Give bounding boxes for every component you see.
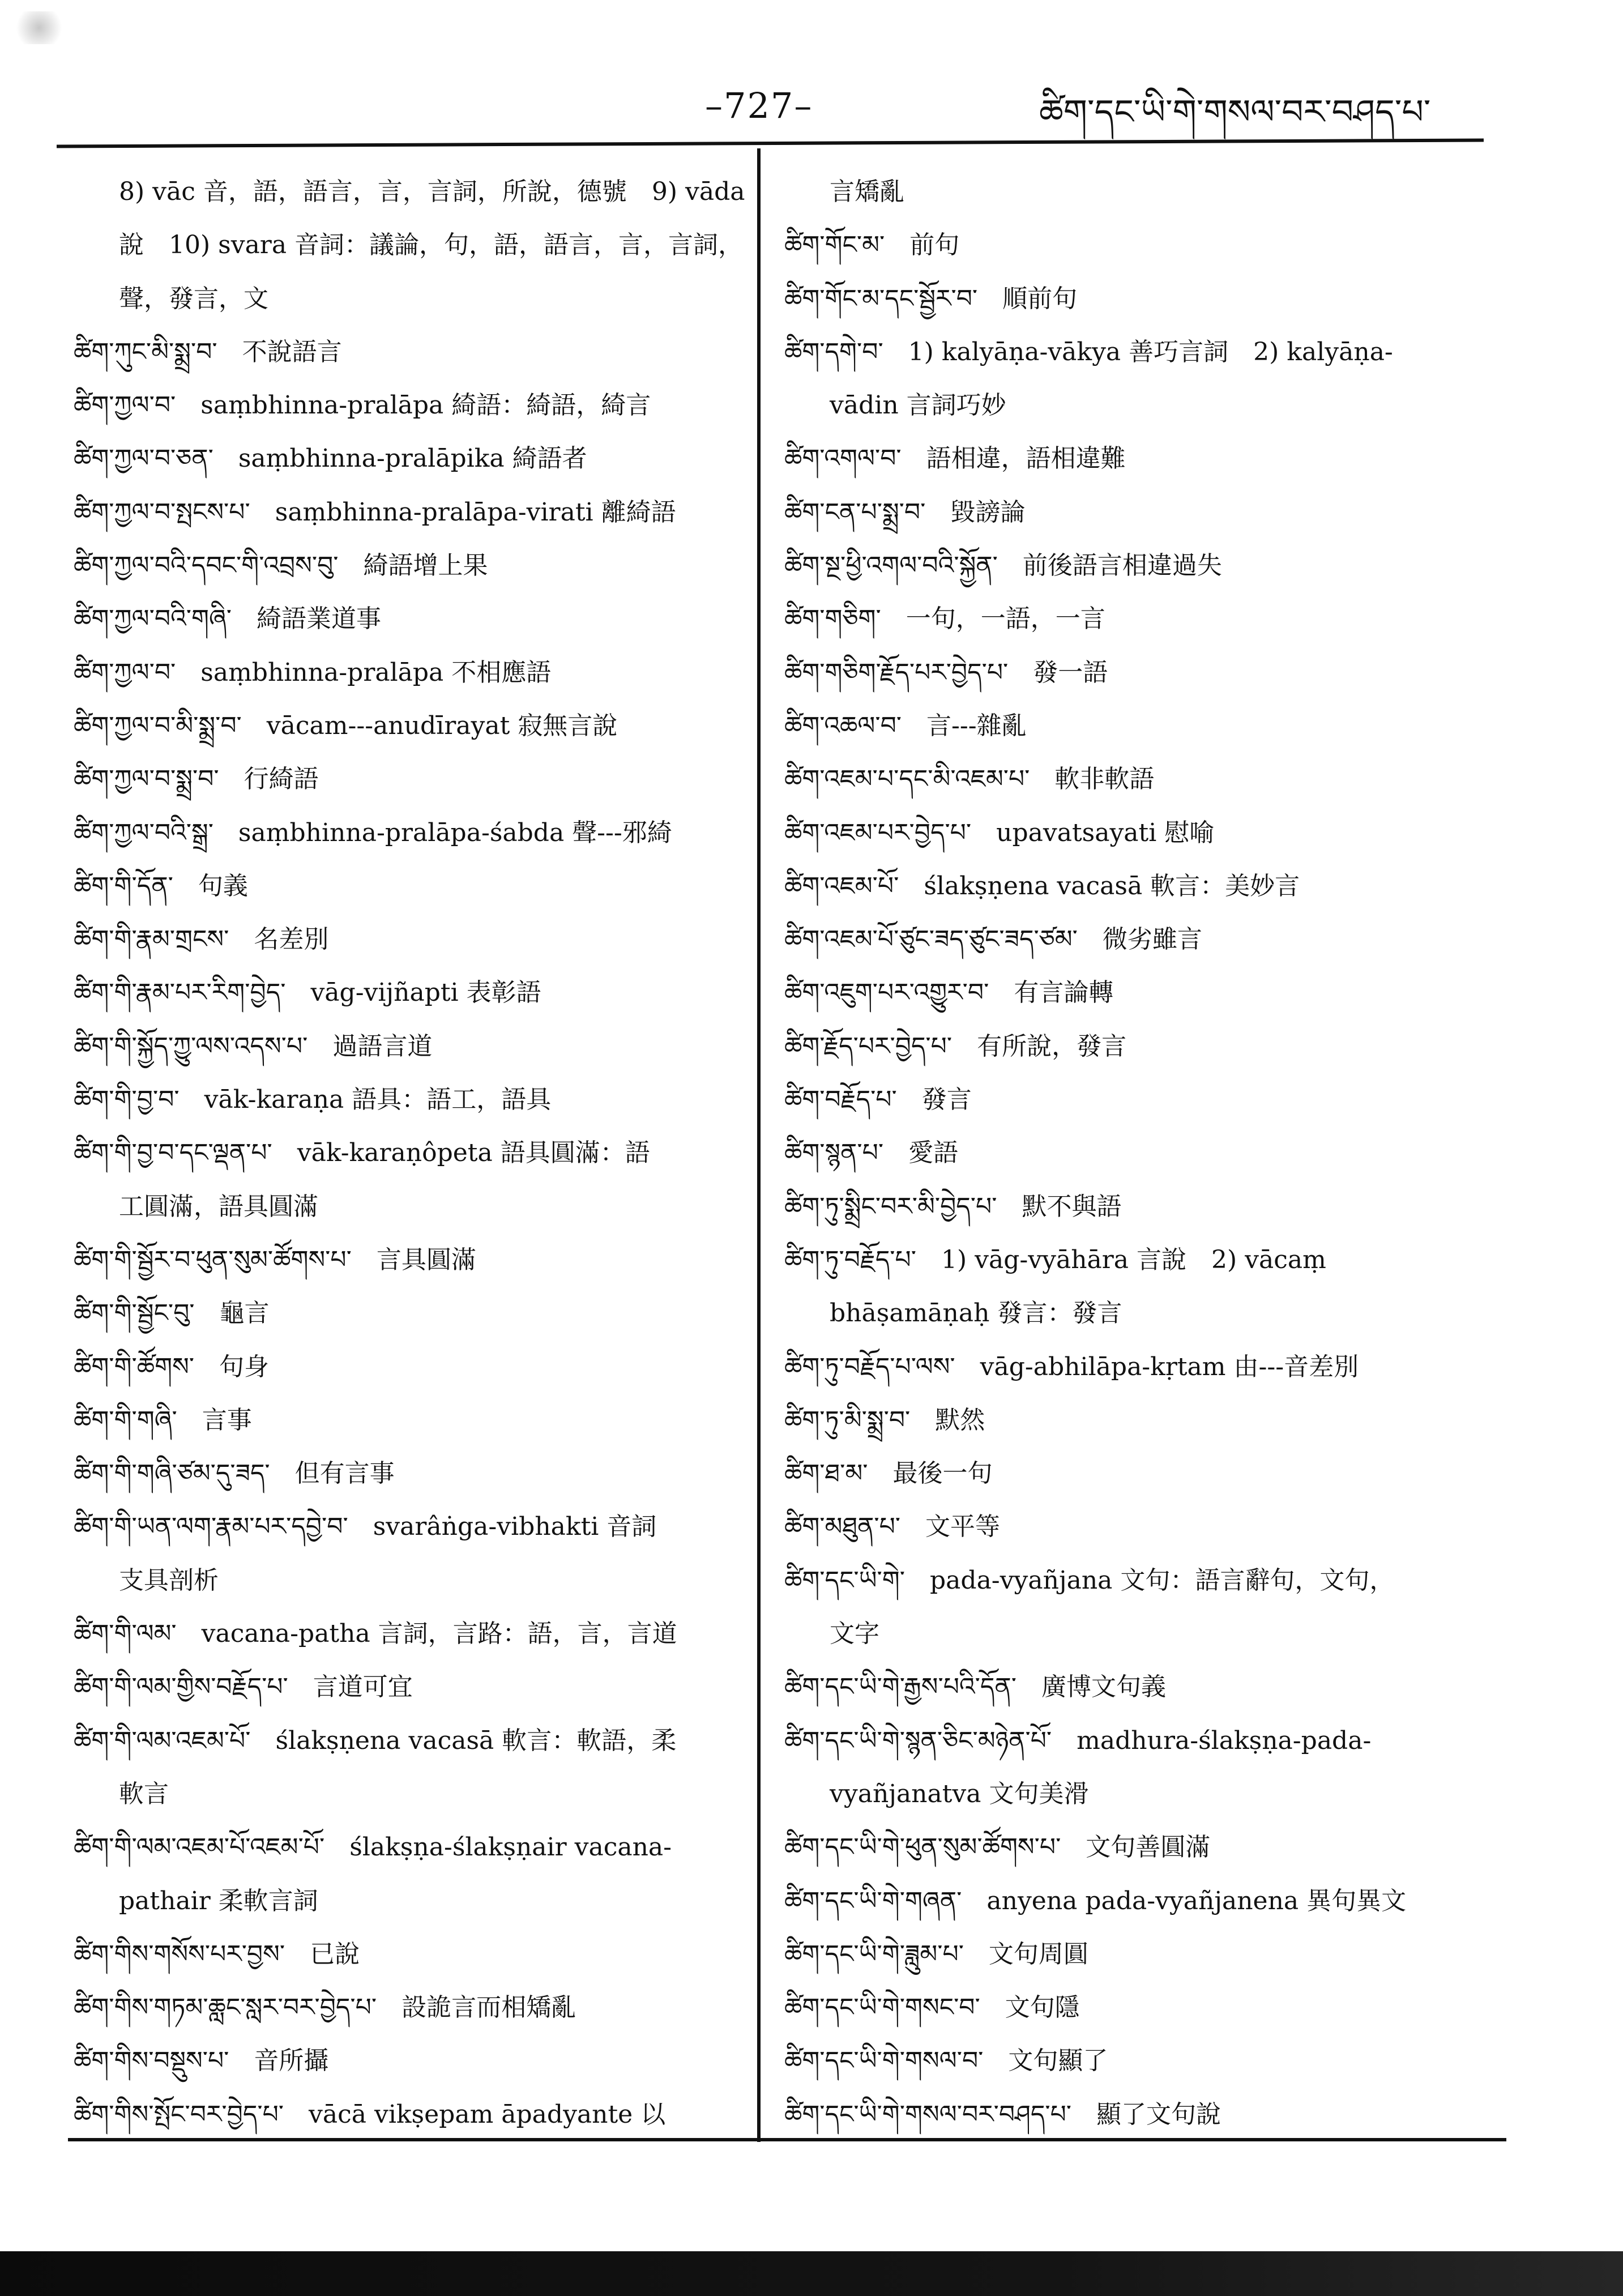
dictionary-entry: ཚིག་དང་ཡི་གེ་གསང་བ་ 文句隱: [784, 1993, 1080, 2022]
dictionary-entry: ཚིག་ཏུ་བརྗོད་པ་ལས་ vāg-abhilāpa-kṛtam 由---音差別: [784, 1352, 1359, 1381]
dictionary-entry: ཚིག་བརྗོད་པ་ 發言: [784, 1085, 972, 1115]
scan-speck: [14, 11, 65, 44]
dictionary-entry: ཚིག་གིས་གཏམ་ཆླང་སླར་བར་བྱེད་པ་ 設詭言而相矯亂: [74, 1993, 576, 2022]
dictionary-entry: ཚིག་གི་ལམ་གྱིས་བརྗོད་པ་ 言道可宜: [74, 1672, 413, 1702]
dictionary-entry: ཚིག་ཀྱལ་བ་སྤངས་པ་ saṃbhinna-pralāpa-virati 離綺語: [74, 497, 676, 527]
dictionary-entry: ཚིག་གཅིག་ 一句，一語，一言: [784, 604, 1105, 634]
dictionary-entry: ཚིག་ཏུ་མི་སྨྲ་བ་ 默然: [784, 1405, 985, 1435]
dictionary-entry: ཚིག་འཆལ་བ་ 言---雜亂: [784, 711, 1027, 740]
dictionary-entry: ཚིག་འཇུག་པར་འགྱུར་བ་ 有言論轉: [784, 978, 1114, 1008]
dictionary-entry: ཚིག་འཇམ་པ་དང་མི་འཇམ་པ་ 軟非軟語: [784, 765, 1155, 794]
dictionary-entry: ཚིག་ཏུ་སྨྲིང་བར་མི་བྱེད་པ་ 默不與語: [784, 1192, 1122, 1221]
dictionary-entry: ཚིག་ཀྱལ་བ་ saṃbhinna-pralāpa 不相應語: [74, 658, 552, 687]
dictionary-entry: ཚིག་ཀྱལ་བ་ཅན་ saṃbhinna-pralāpika 綺語者: [74, 444, 587, 473]
dictionary-entry: ཚིག་གི་དོན་ 句義: [74, 871, 248, 901]
dictionary-entry: ཚིག་གོང་མ་དང་སྦྱོར་བ་ 順前句: [784, 284, 1078, 313]
dictionary-entry: ཚིག་གི་གཞི་ཙམ་དུ་ཟད་ 但有言事: [74, 1459, 395, 1488]
dictionary-entry: ཚིག་དང་ཡི་གེ་སྙན་ཅིང་མཉེན་པོ་ madhura-ślakṣṇa-pada-: [784, 1726, 1372, 1755]
running-head: ཚིག་དང་ཡི་གེ་གསལ་བར་བཤད་པ་: [1039, 92, 1431, 132]
dictionary-entry: ཚིག་འཇམ་པོ་ཙུང་ཟད་ཙུང་ཟད་ཙམ་ 微劣雖言: [784, 925, 1202, 954]
dictionary-entry: ཚིག་འགལ་བ་ 語相違，語相違難: [784, 444, 1126, 473]
dictionary-entry: ཚིག་ཀྱལ་བའི་གཞི་ 綺語業道事: [74, 604, 382, 634]
dictionary-entry: ཚིག་གི་སྦྱོང་བུ་ 龜言: [74, 1299, 270, 1328]
dictionary-entry: ཚིག་དང་ཡི་གེ་རྒྱས་པའི་དོན་ 廣博文句義: [784, 1672, 1166, 1702]
entry-continuation: 文字: [830, 1619, 879, 1649]
dictionary-entry: ཚིག་གི་ལམ་འཇམ་པོ་ ślakṣṇena vacasā 軟言：軟語，柔: [74, 1726, 677, 1755]
dictionary-entry: ཚིག་ངན་པ་སྨྲ་བ་ 毀謗論: [784, 497, 1026, 527]
dictionary-entry: ཚིག་ཀུང་མི་སྨྲ་བ་ 不說語言: [74, 337, 342, 366]
dictionary-entry: ཚིག་གི་ཚོགས་ 句身: [74, 1352, 270, 1381]
dictionary-entry: ཚིག་གཅིག་རྗོད་པར་བྱེད་པ་ 發一語: [784, 658, 1108, 687]
dictionary-entry: ཚིག་གིས་བསྡུས་པ་ 音所攝: [74, 2046, 329, 2076]
dictionary-entry: ཚིག་ཀྱལ་བ་སྨྲ་བ་ 行綺語: [74, 765, 319, 794]
right-column: [784, 165, 1498, 2141]
dictionary-entry: ཚིག་གི་ཡན་ལག་རྣམ་པར་དབྱེ་བ་ svarâṅga-vibhakti 音詞: [74, 1512, 657, 1542]
dictionary-entry: ཚིག་ཀྱལ་བ་ saṃbhinna-pralāpa 綺語：綺語，綺言: [74, 391, 651, 420]
dictionary-entry: ཚིག་སྙན་པ་ 愛語: [784, 1138, 959, 1168]
dictionary-entry: ཚིག་མཐུན་པ་ 文平等: [784, 1512, 1001, 1542]
dictionary-entry: ཚིག་གིས་གསོས་པར་བྱས་ 已說: [74, 1939, 360, 1969]
dictionary-entry: ཚིག་གི་སྦྱོར་བ་ཕུན་སུམ་ཚོགས་པ་ 言具圓滿: [74, 1245, 476, 1274]
dictionary-entry: ཚིག་དགེ་བ་ 1) kalyāṇa-vākya 善巧言詞 2) kalyāṇa-: [784, 337, 1393, 366]
entry-continuation: 說 10) svara 音詞：議論，句，語，語言，言，言詞，: [119, 231, 744, 260]
dictionary-entry: ཚིག་དང་ཡི་གེ་གཞན་ anyena pada-vyañjanena 異句異文: [784, 1886, 1407, 1915]
dictionary-entry: ཚིག་གི་རྣམ་གྲངས་ 名差別: [74, 925, 329, 954]
entry-continuation: 8) vāc 音，語，語言，言，言詞，所說，德號 9) vāda: [119, 177, 745, 206]
entry-continuation: 聲，發言，文: [119, 284, 268, 313]
dictionary-entry: ཚིག་རྗོད་པར་བྱེད་པ་ 有所說，發言: [784, 1031, 1127, 1061]
dictionary-entry: ཚིག་གི་བྱ་བ་དང་ལྡན་པ་ vāk-karaṇôpeta 語具圓滿：語: [74, 1138, 650, 1168]
dictionary-entry: ཚིག་འཇམ་པོ་ ślakṣṇena vacasā 軟言：美妙言: [784, 871, 1300, 901]
dictionary-entry: ཚིག་ཀྱལ་བའི་སྒྲ་ saṃbhinna-pralāpa-śabda 聲---邪綺: [74, 818, 672, 847]
dictionary-entry: ཚིག་སྔ་ཕྱི་འགལ་བའི་སྐྱོན་ 前後語言相違過失: [784, 551, 1222, 581]
dictionary-entry: ཚིག་གི་གཞི་ 言事: [74, 1405, 252, 1435]
dictionary-entry: ཚིག་དང་ཡི་གེ་ཕུན་སུམ་ཚོགས་པ་ 文句善圓滿: [784, 1833, 1211, 1862]
left-column: [74, 165, 748, 2141]
entry-continuation: bhāṣamāṇaḥ 發言：發言: [830, 1299, 1122, 1328]
page-number: –727–: [705, 85, 813, 126]
entry-continuation: vyañjanatva 文句美滑: [830, 1779, 1089, 1808]
dictionary-entry: ཚིག་གིས་སྤོང་བར་བྱེད་པ་ vācā vikṣepam āpadyante 以: [74, 2099, 666, 2129]
dictionary-entry: ཚིག་དང་ཡི་གེ་ཟླུམ་པ་ 文句周圓: [784, 1939, 1088, 1969]
dictionary-entry: ཚིག་གི་ལམ་འཇམ་པོ་འཇམ་པོ་ ślakṣṇa-ślakṣṇair vacana-: [74, 1833, 672, 1862]
dictionary-entry: ཚིག་འཇམ་པར་བྱེད་པ་ upavatsayati 慰喻: [784, 818, 1215, 847]
dictionary-entry: ཚིག་གི་ལམ་ vacana-patha 言詞，言路：語，言，言道: [74, 1619, 677, 1649]
dictionary-entry: ཚིག་དང་ཡི་གེ་གསལ་བ་ 文句顯了: [784, 2046, 1108, 2076]
entry-continuation: 言矯亂: [830, 177, 904, 206]
dictionary-entry: ཚིག་ཀྱལ་བ་མི་སྨྲ་བ་ vācam---anudīrayat 寂無言說: [74, 711, 618, 740]
dictionary-entry: ཚིག་གི་རྣམ་པར་རིག་བྱེད་ vāg-vijñapti 表彰語: [74, 978, 541, 1008]
dictionary-entry: ཚིག་ཐ་མ་ 最後一句: [784, 1459, 993, 1488]
dictionary-entry: ཚིག་གོང་མ་ 前句: [784, 231, 960, 260]
entry-continuation: vādin 言詞巧妙: [830, 391, 1006, 420]
column-divider: [757, 148, 761, 2142]
dictionary-entry: ཚིག་ཀྱལ་བའི་དབང་གི་འབྲས་བུ་ 綺語增上果: [74, 551, 488, 581]
entry-continuation: 軟言: [119, 1779, 169, 1808]
dictionary-entry: ཚིག་དང་ཡི་གེ་ pada-vyañjana 文句：語言辭句，文句，: [784, 1565, 1395, 1595]
dictionary-entry: ཚིག་གི་བྱ་བ་ vāk-karaṇa 語具：語工，語具: [74, 1085, 552, 1115]
footer-rule: [68, 2138, 1506, 2141]
dictionary-entry: ཚིག་ཏུ་བརྗོད་པ་ 1) vāg-vyāhāra 言說 2) vācaṃ: [784, 1245, 1326, 1274]
scan-edge-band: [0, 2251, 1623, 2296]
dictionary-entry: ཚིག་དང་ཡི་གེ་གསལ་བར་བཤད་པ་ 顯了文句說: [784, 2099, 1221, 2129]
entry-continuation: 工圓滿，語具圓滿: [119, 1192, 318, 1221]
dictionary-entry: ཚིག་གི་སྐྱོད་ཀྱུ་ལས་འདས་པ་ 過語言道: [74, 1031, 433, 1061]
entry-continuation: pathair 柔軟言詞: [119, 1886, 318, 1915]
entry-continuation: 支具剖析: [119, 1565, 219, 1595]
